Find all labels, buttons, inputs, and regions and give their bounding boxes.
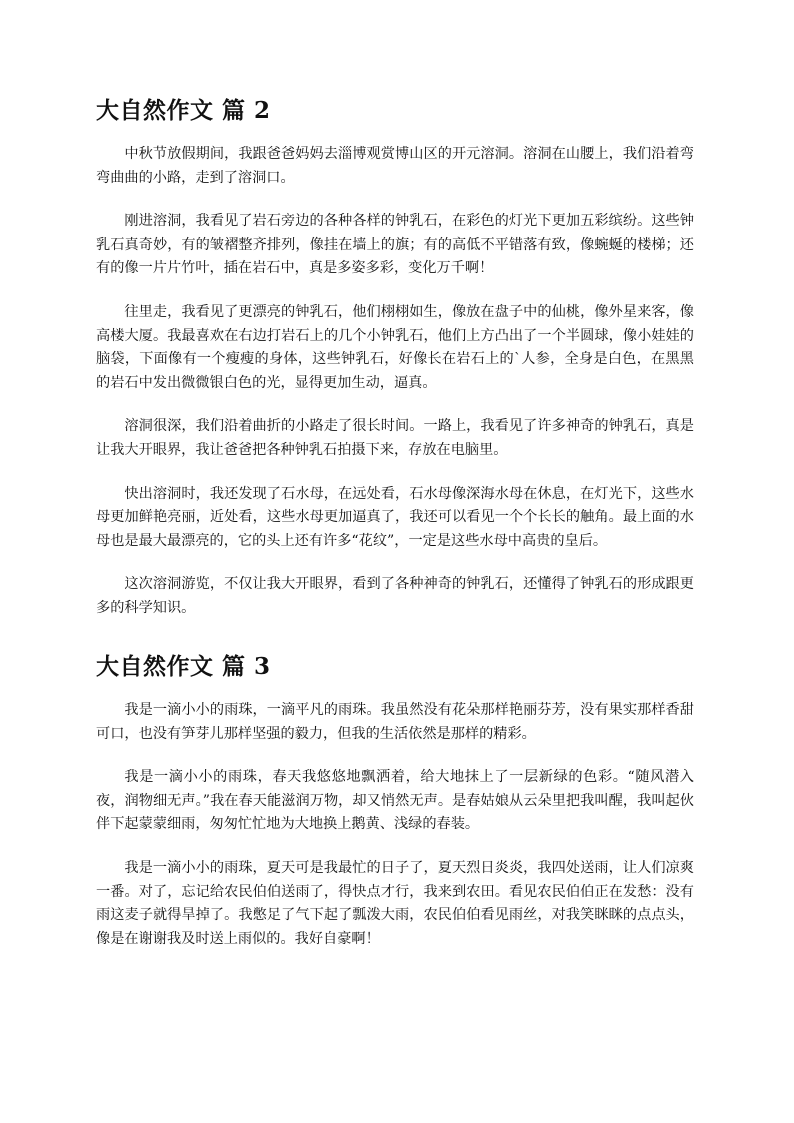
section-title: 大自然作文 篇 3 [96,653,271,680]
paragraph: 快出溶洞时，我还发现了石水母，在远处看，石水母像深海水母在休息，在灯光下，这些水母更加鲜艳亮丽，近处看，这些水母更加逼真了，我还可以看见一个个长长的触角。最上面的水母也是最大最漂亮的，它的头上还有许多“花纹”，一定是这些水母中高贵的皇后。 [96,485,694,549]
paragraph: 往里走，我看见了更漂亮的钟乳石，他们栩栩如生，像放在盘子中的仙桃，像外星来客，像高楼大厦。我最喜欢在右边打岩石上的几个小钟乳石，他们上方凸出了一个半圆球，像小娃娃的脑袋，下面像有一个瘦瘦的身体，这些钟乳石，好像长在岩石上的`人参，全身是白色，在黑黑的岩石中发出微微银白色的光，显得更加生动，逼真。 [96,303,694,391]
paragraph: 中秋节放假期间，我跟爸爸妈妈去淄博观赏博山区的开元溶洞。溶洞在山腰上，我们沿着弯弯曲曲的小路，走到了溶洞口。 [96,146,694,186]
paragraph: 刚进溶洞，我看见了岩石旁边的各种各样的钟乳石，在彩色的灯光下更加五彩缤纷。这些钟乳石真奇妙，有的皱褶整齐排列，像挂在墙上的旗；有的高低不平错落有致，像蜿蜒的楼梯；还有的像一片片竹叶，插在岩石中，真是多姿多彩，变化万千啊！ [96,213,694,277]
paragraph: 我是一滴小小的雨珠，夏天可是我最忙的日子了，夏天烈日炎炎，我四处送雨，让人们凉爽一番。对了，忘记给农民伯伯送雨了，得快点才行，我来到农田。看见农民伯伯正在发愁：没有雨这麦子就得旱掉了。我憋足了气下起了瓢泼大雨，农民伯伯看见雨丝，对我笑眯眯的点点头，像是在谢谢我及时送上雨似的。我好自豪啊！ [96,859,694,947]
paragraph: 我是一滴小小的雨珠，春天我悠悠地飘洒着，给大地抹上了一层新绿的色彩。“随风潜入夜，润物细无声。”我在春天能滋润万物，却又悄然无声。是春姑娘从云朵里把我叫醒，我叫起伙伴下起蒙蒙细雨，匆匆忙忙地为大地换上鹅黄、浅绿的春装。 [96,769,694,833]
paragraph: 我是一滴小小的雨珠，一滴平凡的雨珠。我虽然没有花朵那样艳丽芬芳，没有果实那样香甜可口，也没有笋芽儿那样坚强的毅力，但我的生活依然是那样的精彩。 [96,702,694,742]
section-title: 大自然作文 篇 2 [96,97,271,124]
paragraph: 这次溶洞游览，不仅让我大开眼界，看到了各种神奇的钟乳石，还懂得了钟乳石的形成跟更多的科学知识。 [96,576,694,616]
essay-section-3 [96,652,694,971]
essay-section-2 [96,96,694,641]
paragraph: 溶洞很深，我们沿着曲折的小路走了很长时间。一路上，我看见了许多神奇的钟乳石，真是让我大开眼界，我让爸爸把各种钟乳石拍摄下来，存放在电脑里。 [96,418,694,458]
